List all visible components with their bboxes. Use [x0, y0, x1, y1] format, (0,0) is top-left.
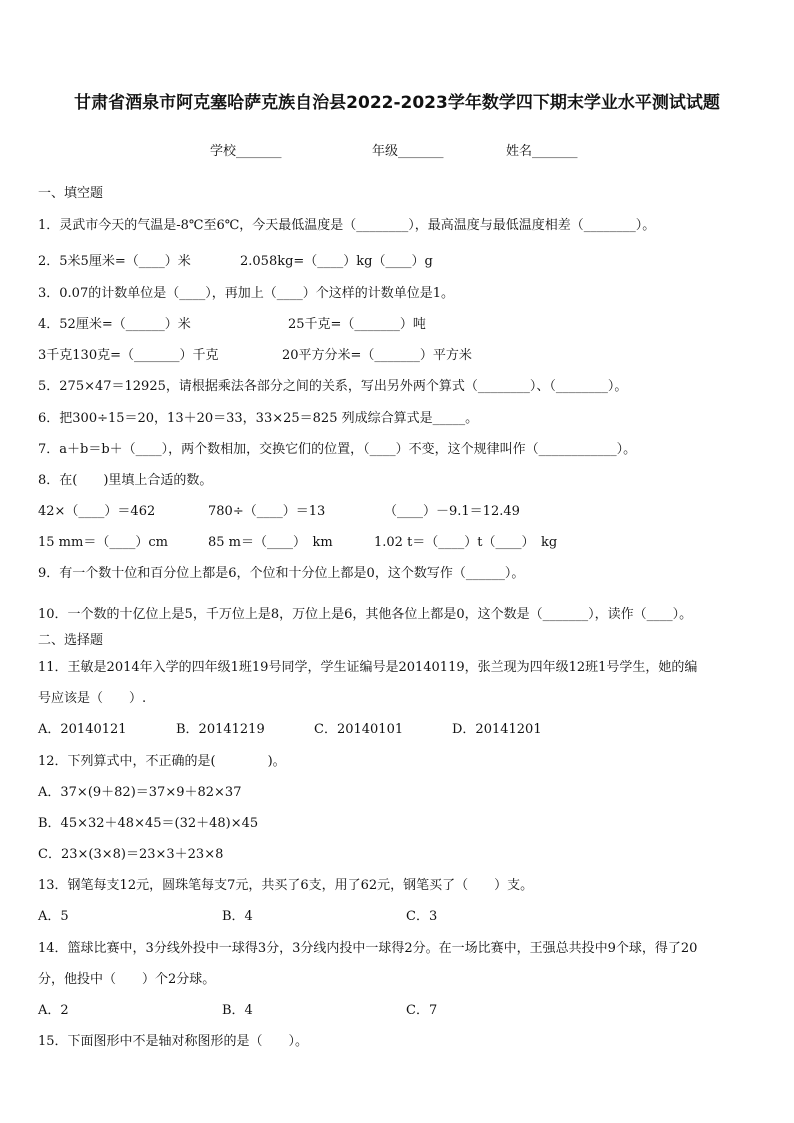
- section-fill-in: 一、填空题: [38, 186, 104, 201]
- question-11-option-b: B．20141219: [176, 722, 265, 737]
- question-8a: 42×（____）＝462: [38, 504, 156, 519]
- question-4b: 25千克=（_______）吨: [288, 317, 426, 332]
- question-5: 5．275×47＝12925，请根据乘法各部分之间的关系，写出另外两个算式（________）、（________）。: [38, 379, 628, 394]
- question-14-option-b: B．4: [222, 1003, 253, 1018]
- question-11-option-a: A．20140121: [38, 722, 127, 737]
- question-8b: 780÷（____）＝13: [208, 504, 326, 519]
- question-13-option-c: C．3: [406, 909, 438, 924]
- question-12: 12．下列算式中，不正确的是( )。: [38, 754, 286, 769]
- question-14-line-1: 14．篮球比赛中，3分线外投中一球得3分，3分线内投中一球得2分。在一场比赛中，王强总共投中9个球，得了20: [38, 941, 698, 956]
- question-15: 15．下面图形中不是轴对称图形的是（ ）。: [38, 1034, 309, 1049]
- page-title: 甘肃省酒泉市阿克塞哈萨克族自治县2022-2023学年数学四下期末学业水平测试试题: [74, 93, 720, 113]
- question-13-option-b: B．4: [222, 909, 253, 924]
- question-8d: 15 mm＝（____）cm: [38, 535, 168, 550]
- question-14-line-2: 分，他投中（ ）个2分球。: [38, 972, 216, 987]
- question-9: 9．有一个数十位和百分位上都是6，个位和十分位上都是0，这个数写作（______）。: [38, 566, 525, 581]
- school-field: 学校_______: [210, 144, 282, 159]
- question-2a: 2．5米5厘米=（____）米: [38, 254, 191, 269]
- question-12-option-a: A．37×(9＋82)＝37×9＋82×37: [38, 785, 242, 800]
- question-12-option-c: C．23×(3×8)＝23×3＋23×8: [38, 847, 224, 862]
- name-field: 姓名_______: [506, 144, 578, 159]
- grade-field: 年级_______: [372, 144, 444, 159]
- question-2b: 2.058kg=（____）kg（____）g: [240, 254, 433, 269]
- question-4d: 20平方分米=（_______）平方米: [282, 348, 472, 363]
- section-choice: 二、选择题: [38, 633, 104, 648]
- question-11-line-1: 11．王敏是2014年入学的四年级1班19号同学，学生证编号是20140119，张兰现为四年级12班1号学生，她的编: [38, 660, 698, 675]
- question-3: 3．0.07的计数单位是（____），再加上（____）个这样的计数单位是1。: [38, 286, 454, 301]
- question-4c: 3千克130克=（_______）千克: [38, 348, 219, 363]
- question-11-option-c: C．20140101: [314, 722, 404, 737]
- question-14-option-a: A．2: [38, 1003, 69, 1018]
- question-8: 8．在( )里填上合适的数。: [38, 473, 213, 488]
- question-8e: 85 m＝（____） km: [208, 535, 333, 550]
- question-8c: （____）－9.1＝12.49: [384, 504, 520, 519]
- question-11-option-d: D．20141201: [452, 722, 542, 737]
- question-6: 6．把300÷15＝20，13＋20＝33，33×25＝825 列成综合算式是_____。: [38, 411, 479, 426]
- question-11-line-2: 号应该是（ ）.: [38, 691, 147, 706]
- question-8f: 1.02 t＝（____）t（____） kg: [374, 535, 558, 550]
- question-7: 7．a＋b＝b＋（____），两个数相加，交换它们的位置，（____）不变，这个规律叫作（____________）。: [38, 442, 637, 457]
- question-13: 13．钢笔每支12元，圆珠笔每支7元，共买了6支，用了62元，钢笔买了（ ）支。: [38, 878, 534, 893]
- question-1: 1．灵武市今天的气温是-8℃至6℃，今天最低温度是（________），最高温度与最低温度相差（________）。: [38, 218, 656, 233]
- question-14-option-c: C．7: [406, 1003, 438, 1018]
- question-10: 10．一个数的十亿位上是5，千万位上是8，万位上是6，其他各位上都是0，这个数是（_______），读作（____）。: [38, 607, 693, 622]
- question-13-option-a: A．5: [38, 909, 69, 924]
- question-12-option-b: B．45×32＋48×45＝(32＋48)×45: [38, 816, 259, 831]
- question-4a: 4．52厘米=（______）米: [38, 317, 191, 332]
